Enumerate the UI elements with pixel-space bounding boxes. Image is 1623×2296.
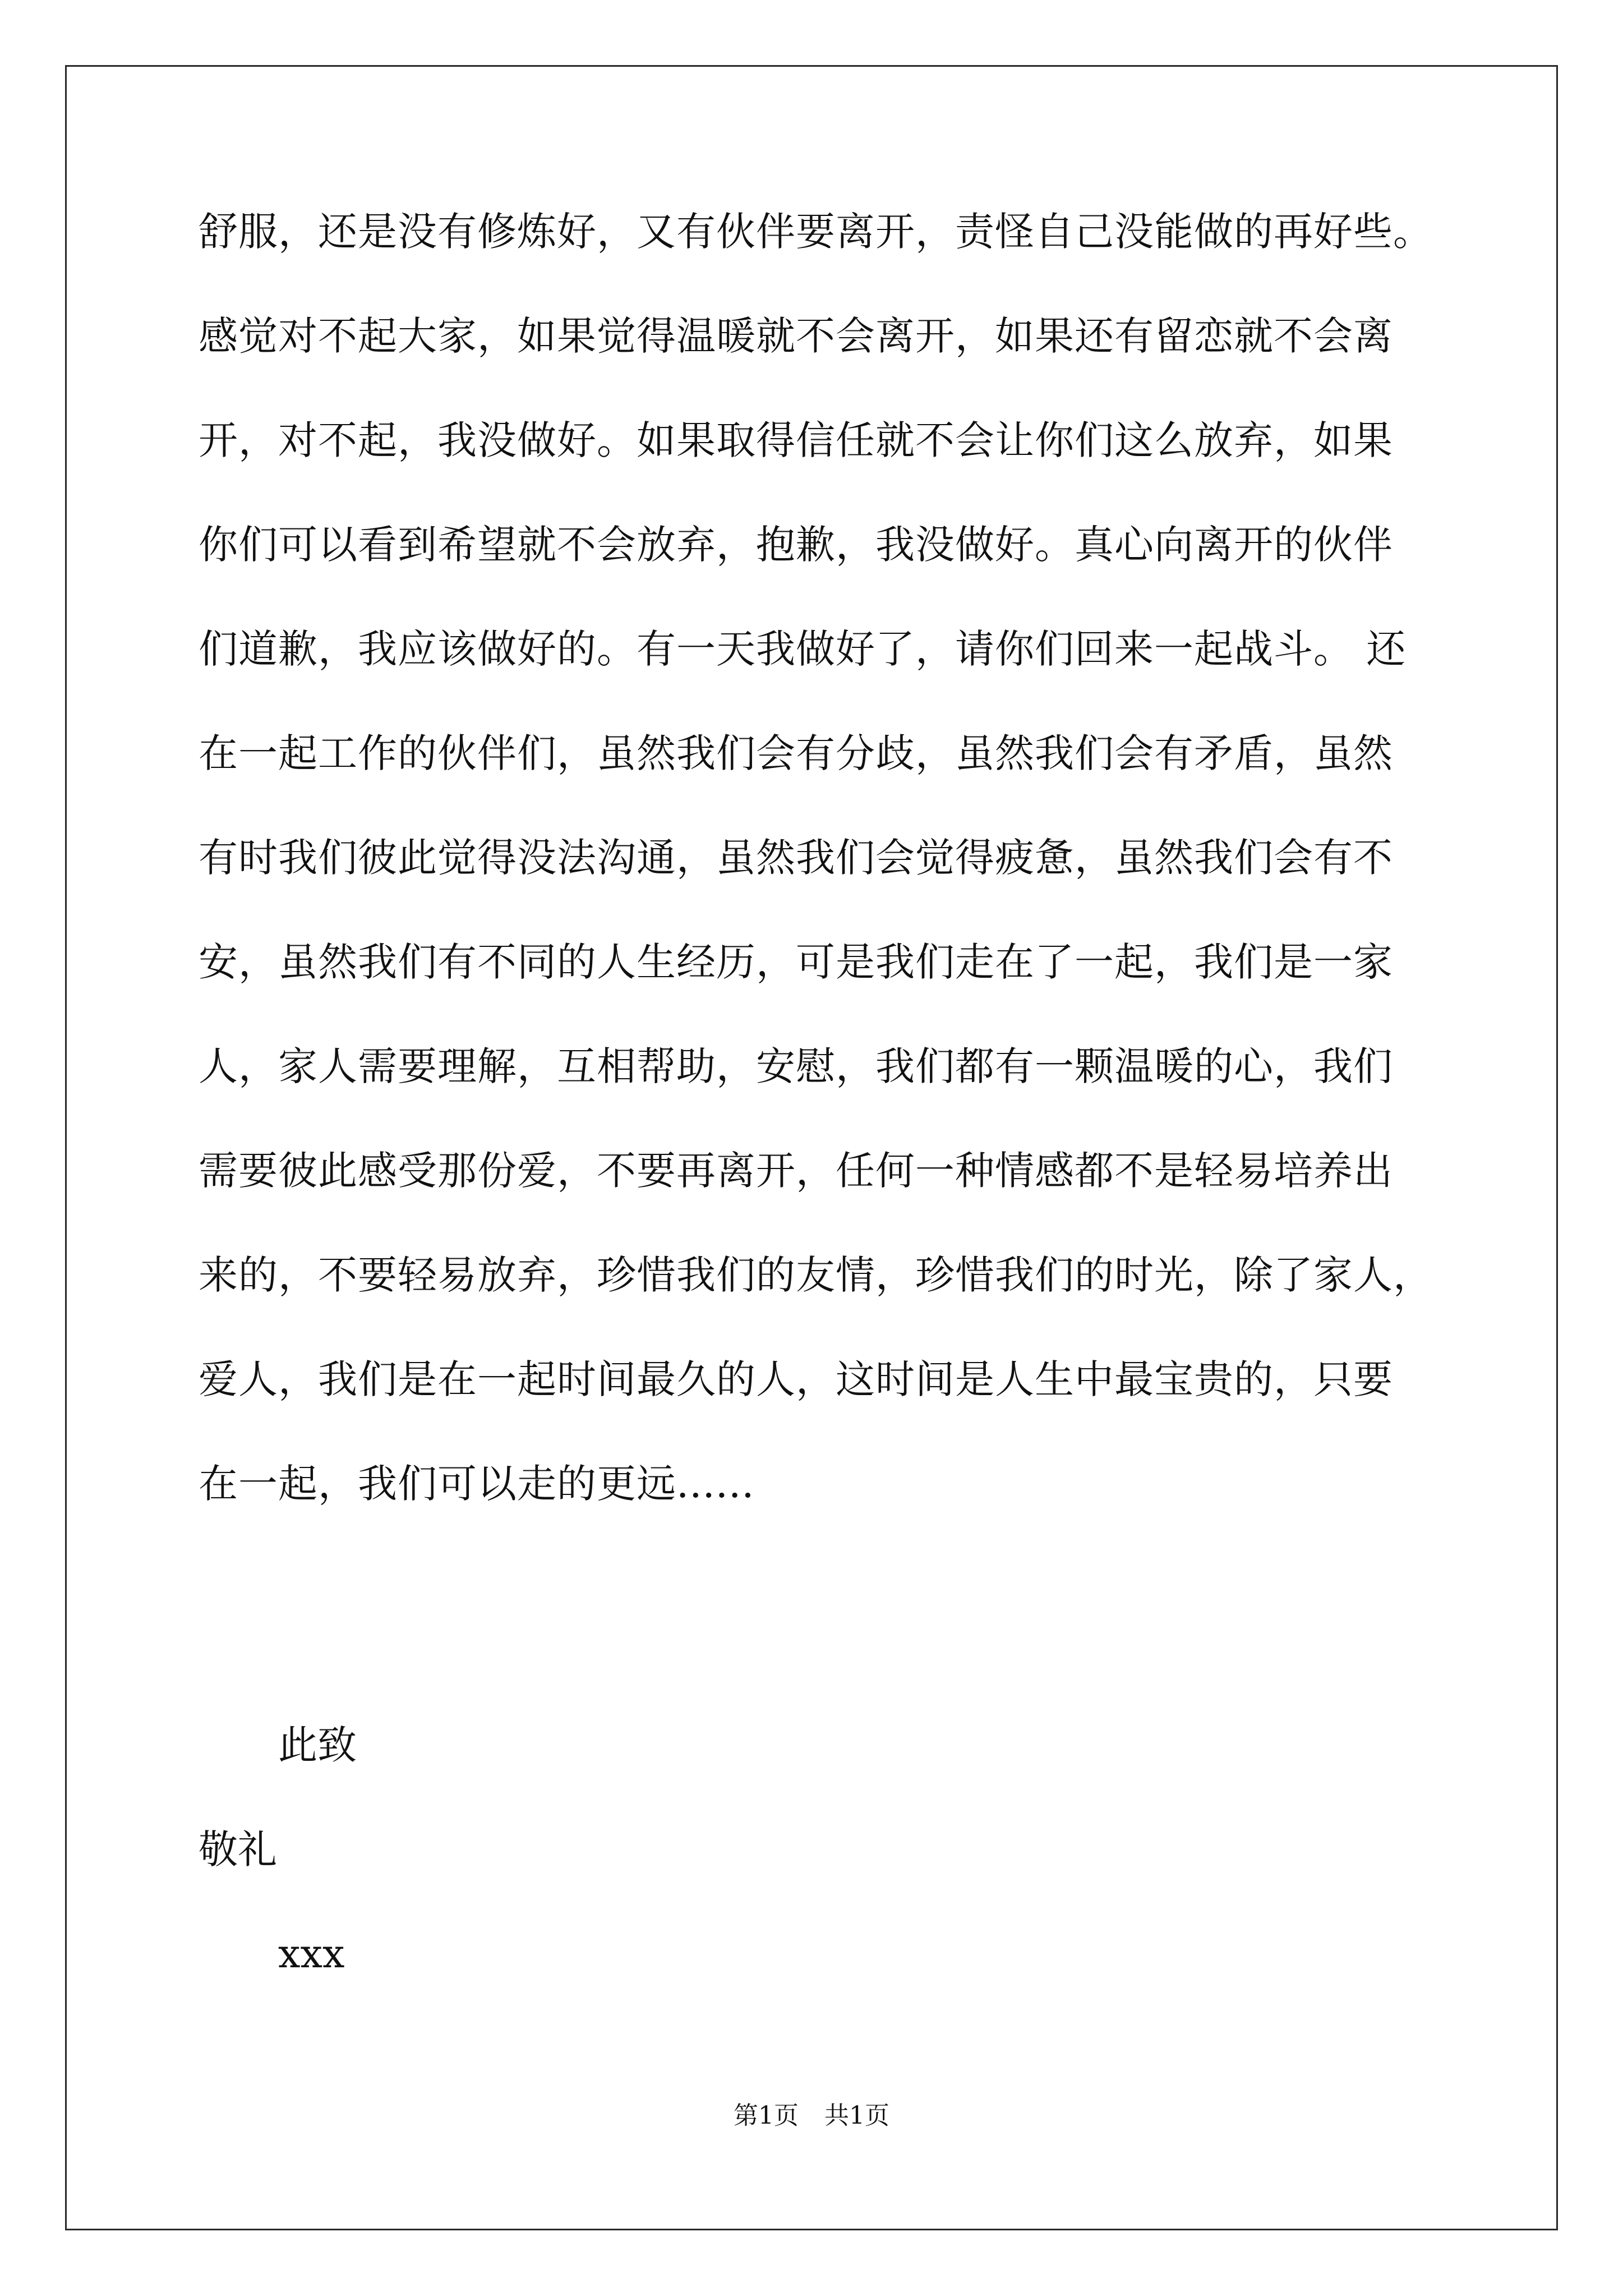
body-line: 开，对不起，我没做好。如果取得信任就不会让你们这么放弃，如果 [199,417,1393,463]
page-number: 第1页 [734,2101,799,2130]
signature: xxx [278,1931,345,1977]
page-footer [0,2099,1623,2133]
body-line: 你们可以看到希望就不会放弃，抱歉，我没做好。真心向离开的伙伴 [199,522,1393,568]
body-line: 在一起工作的伙伴们，虽然我们会有分歧，虽然我们会有矛盾，虽然 [199,730,1393,776]
body-line: 需要彼此感受那份爱，不要再离开，任何一种情感都不是轻易培养出 [199,1148,1393,1194]
body-line: 来的，不要轻易放弃，珍惜我们的友情，珍惜我们的时光，除了家人， [199,1252,1433,1298]
body-line: 爱人，我们是在一起时间最久的人，这时间是人生中最宝贵的，只要 [199,1356,1393,1402]
body-line: 们道歉，我应该做好的。有一天我做好了，请你们回来一起战斗。 还 [199,626,1407,672]
body-line: 感觉对不起大家，如果觉得温暖就不会离开，如果还有留恋就不会离 [199,313,1393,359]
closing-phrase: 此致 [278,1722,357,1768]
body-line: 有时我们彼此觉得没法沟通，虽然我们会觉得疲惫，虽然我们会有不 [199,835,1393,881]
salutation: 敬礼 [199,1826,277,1872]
body-line: 人，家人需要理解，互相帮助，安慰，我们都有一颗温暖的心，我们 [199,1043,1393,1089]
body-line: 在一起，我们可以走的更远...... [199,1461,755,1507]
page-count: 共1页 [824,2101,889,2130]
body-line: 安，虽然我们有不同的人生经历，可是我们走在了一起，我们是一家 [199,939,1393,985]
body-line: 舒服，还是没有修炼好，又有伙伴要离开，责怪自己没能做的再好些。 [199,209,1433,255]
